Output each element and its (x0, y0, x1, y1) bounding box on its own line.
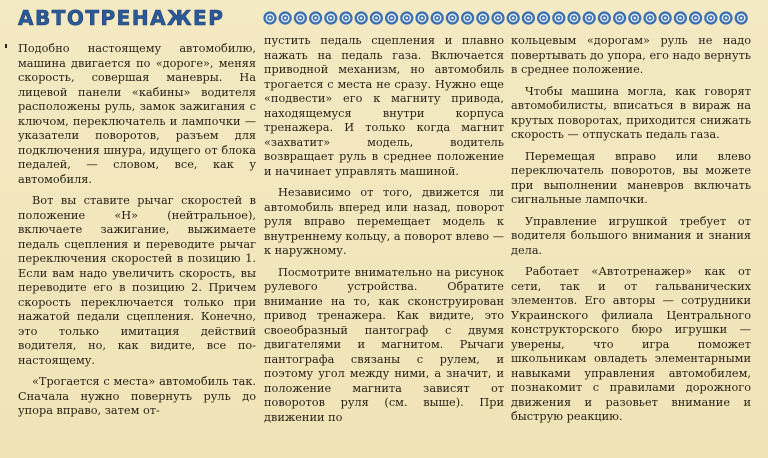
ornament-rosette (643, 11, 656, 24)
ornament-rosette (309, 11, 322, 24)
ornament-rosette (476, 11, 489, 24)
paragraph: кольцевым «дорогам» руль не надо повертывать до упора, его надо вернуть в среднее положение. (511, 34, 751, 76)
ornament-rosette (567, 11, 580, 24)
article-title: АВТОТРЕНАЖЕР (18, 6, 225, 30)
ornament-rosette (613, 11, 626, 24)
ornament-rosette (507, 11, 520, 24)
decorative-ornament-band (262, 8, 748, 28)
ornament-rosette (279, 11, 292, 24)
paragraph: Чтобы машина могла, как говорят автомобилисты, вписаться в вираж на крутых поворотах, приходится снижать скорость — отпускать педаль газа. (511, 84, 751, 141)
paragraph: пустить педаль сцепления и плавно нажать на педаль газа. Включается приводной механизм, но автомобиль трогается с места не сразу. Нужно еще «подвести» его к магниту привода, находящемуся внутри корпуса тренажера. И только когда магнит «захватит» модель, водитель возвращает руль в среднее положение и начинает управлять машиной. (264, 34, 504, 178)
text-column-2 (264, 34, 504, 446)
text-column-3 (511, 34, 751, 446)
margin-mark (5, 44, 7, 48)
ornament-rosette (583, 11, 596, 24)
ornament-rosette (339, 11, 352, 24)
ornament-rosette (385, 11, 398, 24)
ornament-rosette (400, 11, 413, 24)
ornament-rosette (704, 11, 717, 24)
ornament-rosette (324, 11, 337, 24)
paragraph: Независимо от того, движется ли автомобиль вперед или назад, поворот руля вправо перемещает модель к внутреннему кольцу, а поворот влево — к наружному. (264, 186, 504, 257)
ornament-rosette (628, 11, 641, 24)
paragraph: «Трогается с места» автомобиль так. Сначала нужно повернуть руль до упора вправо, затем от- (18, 375, 256, 417)
ornament-rosette (370, 11, 383, 24)
text-column-1 (18, 42, 256, 454)
ornament-rosette (735, 11, 748, 24)
ornament-rosette (461, 11, 474, 24)
paragraph: Работает «Автотренажер» как от сети, так и от гальванических элементов. Его авторы — сотрудники Украинского филиала Центрального конструкторского бюро игрушки — уверены, что игра поможет школьникам овладеть элементарными навыками управления автомобилем, познакомит с правилами дорожного движения и разовьет внимание и быструю реакцию. (511, 265, 751, 423)
paragraph: Перемещая вправо или влево переключатель поворотов, вы можете при выполнении маневров включать сигнальные лампочки. (511, 149, 751, 206)
ornament-rosette (491, 11, 504, 24)
ornament-rosette (689, 11, 702, 24)
ornament-rosette (431, 11, 444, 24)
paragraph: Посмотрите внимательно на рисунок рулевого устройства. Обратите внимание на то, как сконструирован привод тренажера. Как видите, это своеобразный пантограф с двумя двигателями и магнитом. Рычаги пантографа связаны с рулем, и поэтому угол между ними, а значит, и положение магнита зависят от поворотов руля (см. выше). При движении по (264, 265, 504, 424)
ornament-rosette (415, 11, 428, 24)
ornament-rosette (659, 11, 672, 24)
paragraph: Вот вы ставите рычаг скоростей в положение «Н» (нейтральное), включаете зажигание, выжимаете педаль сцепления и переводите рычаг переключения скоростей в позицию 1. Если вам надо увеличить скорость, вы переводите его в позицию 2. Причем скорость переключается только при нажатой педали сцепления. Конечно, это только имитация действий водителя, но, как видите, все по-настоящему. (18, 194, 256, 367)
ornament-rosette (719, 11, 732, 24)
ornament-rosette (674, 11, 687, 24)
ornament-rosette (598, 11, 611, 24)
ornament-rosette (537, 11, 550, 24)
ornament-rosette (552, 11, 565, 24)
ornament-rosette (294, 11, 307, 24)
paragraph: Управление игрушкой требует от водителя большого внимания и знания дела. (511, 214, 751, 257)
ornament-rosette (355, 11, 368, 24)
paragraph: Подобно настоящему автомобилю, машина двигается по «дороге», меняя скорость, совершая маневры. На лицевой панели «кабины» водителя расположены руль, замок зажигания с ключом, переключатель и лампочки — указатели поворотов, разъем для подключения шнура, идущего от блока педалей, — словом, все, как у автомобиля. (18, 42, 256, 186)
ornament-rosette (263, 11, 276, 24)
ornament-rosette (446, 11, 459, 24)
ornament-rosette (522, 11, 535, 24)
